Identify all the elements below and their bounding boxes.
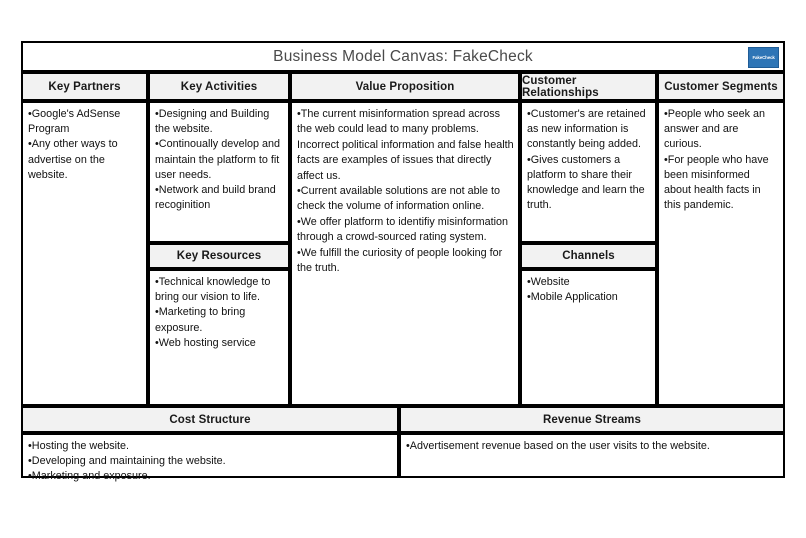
- cell-customer-relationships-text: [522, 103, 655, 217]
- header-key-resources: [148, 243, 290, 269]
- cell-key-partners: [21, 101, 148, 406]
- header-revenue-streams: [399, 406, 785, 433]
- header-revenue-streams-label: Revenue Streams: [542, 413, 642, 426]
- bullet-item: •We offer platform to identifiy misinformation through a crowd-sourced rating system.: [297, 215, 509, 244]
- canvas-title-bar: [21, 41, 785, 72]
- bullet-item: •Current available solutions are not able to check the volume of information online.: [297, 185, 501, 213]
- header-key-partners: [21, 72, 148, 101]
- bullet-item: •For people who have been misinformed about health facts in this pandemic.: [664, 153, 769, 212]
- header-cost-structure: [21, 406, 399, 433]
- header-key-activities-label: Key Activities: [180, 80, 258, 93]
- cell-key-partners-text: [23, 103, 146, 187]
- bullet-item: •Google's AdSense Program: [28, 108, 121, 136]
- header-key-activities: [148, 72, 290, 101]
- cell-key-resources: [148, 269, 290, 406]
- bullet-item: •Marketing to bring exposure.: [155, 306, 246, 334]
- header-customer-relationships-label: Customer Relationships: [522, 74, 599, 99]
- logo-label: FakeCheck: [752, 54, 775, 61]
- bullet-item: •Any other ways to advertise on the website.: [28, 138, 118, 181]
- bullet-item: •Website: [527, 276, 570, 288]
- header-key-partners-label: Key Partners: [48, 80, 121, 93]
- cell-revenue-streams: [399, 433, 785, 478]
- page-title: Business Model Canvas: FakeCheck: [273, 47, 533, 65]
- bullet-item: •Network and build brand recoginition: [155, 184, 276, 212]
- bullet-item: •Marketing and exposure.: [28, 470, 151, 483]
- bullet-item: •Web hosting service: [155, 336, 256, 349]
- bullet-item: •Developing and maintaining the website.: [28, 455, 226, 468]
- cell-customer-relationships: [520, 101, 657, 243]
- header-channels: [520, 243, 657, 269]
- bullet-item: •Gives customers a platform to share their knowledge and learn the truth.: [527, 153, 645, 212]
- cell-cost-structure: [21, 433, 399, 483]
- bullet-item: •Advertisement revenue based on the user visits to the website.: [406, 440, 710, 452]
- cell-value-proposition-text: [292, 103, 518, 280]
- bullet-item: •We fulfill the curiosity of people looking for the truth.: [297, 246, 503, 275]
- cell-channels: [520, 269, 657, 406]
- fakecheck-logo: [748, 47, 779, 68]
- bullet-item: •Technical knowledge to bring our vision to life.: [155, 276, 271, 304]
- cell-revenue-streams-text: [401, 435, 783, 458]
- header-key-resources-label: Key Resources: [176, 250, 262, 262]
- bullet-item: •Mobile Application: [527, 291, 618, 304]
- header-customer-segments: [657, 72, 785, 101]
- cell-value-proposition: [290, 101, 520, 406]
- cell-customer-segments: [657, 101, 785, 406]
- header-value-proposition: [290, 72, 520, 101]
- header-channels-label: Channels: [562, 250, 615, 262]
- bullet-item: •Hosting the website.: [28, 440, 130, 452]
- header-customer-segments-label: Customer Segments: [664, 80, 778, 93]
- cell-key-activities: [148, 101, 290, 243]
- header-cost-structure-label: Cost Structure: [169, 413, 251, 426]
- bullet-item: •Continoually develop and maintain the platform to fit user needs.: [155, 138, 281, 181]
- header-customer-relationships: [520, 72, 657, 101]
- bullet-item: •The current misinformation spread across the web could lead to many problems. Incorrect political information and false health facts are examples of issues that directly affect us.: [297, 108, 514, 182]
- business-model-canvas: [21, 41, 785, 483]
- cell-customer-segments-text: [659, 103, 783, 217]
- header-value-proposition-label: Value Proposition: [355, 80, 455, 93]
- bullet-item: •Designing and Building the website.: [155, 108, 270, 136]
- cell-channels-text: [522, 271, 655, 309]
- cell-cost-structure-text: [23, 435, 397, 489]
- cell-key-resources-text: [150, 271, 288, 355]
- bullet-item: •Customer's are retained as new information is constantly being added.: [527, 108, 646, 151]
- bullet-item: •People who seek an answer and are curious.: [664, 108, 766, 151]
- cell-key-activities-text: [150, 103, 288, 217]
